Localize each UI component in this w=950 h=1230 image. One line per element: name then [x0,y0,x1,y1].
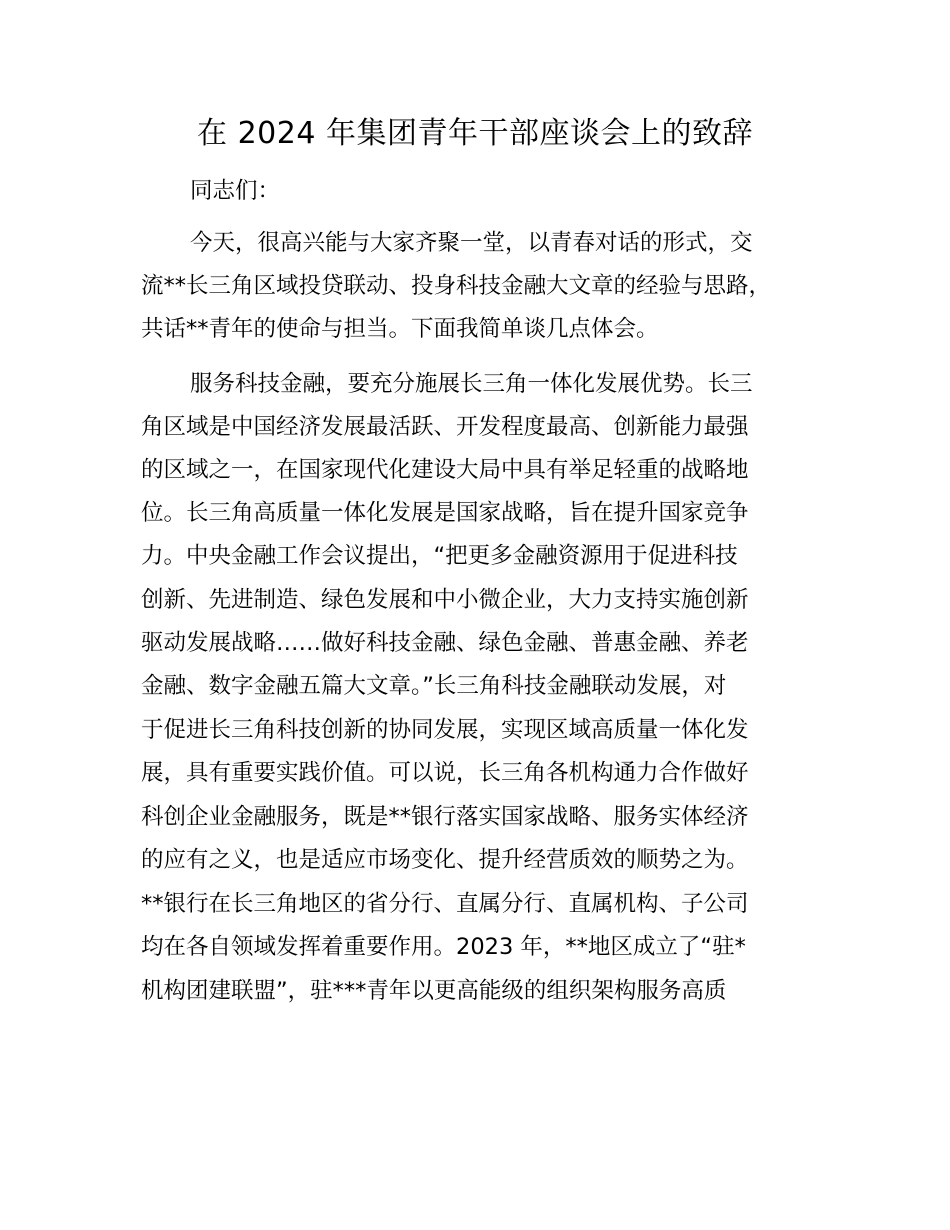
paragraph-line: 共话**青年的使命与担当。下面我简单谈几点体会。 [141,316,659,342]
paragraph-line: 的应有之义，也是适应市场变化、提升经营质效的顺势之为。 [141,847,749,873]
paragraph-line: 的区域之一，在国家现代化建设大局中具有举足轻重的战略地 [141,457,749,483]
paragraph-line: 驱动发展战略……做好科技金融、绿色金融、普惠金融、养老 [141,630,749,656]
paragraph-line: 角区域是中国经济发展最活跃、开发程度最高、创新能力最强 [141,414,749,440]
paragraph-line: **银行在长三角地区的省分行、直属分行、直属机构、子公司 [141,891,749,917]
document-title: 在 2024 年集团青年干部座谈会上的致辞 [197,116,753,151]
paragraph-line: 位。长三角高质量一体化发展是国家战略，旨在提升国家竞争 [141,500,749,526]
paragraph-line: 流**长三角区域投贷联动、投身科技金融大文章的经验与思路， [141,273,772,299]
paragraph-line: 力。中央金融工作会议提出，“把更多金融资源用于促进科技 [141,543,738,569]
paragraph-line: 机构团建联盟”，驻***青年以更高能级的组织架构服务高质 [141,978,727,1004]
paragraph-line: 金融、数字金融五篇大文章。”长三角科技金融联动发展，对 [141,673,727,699]
paragraph-line: 均在各自领域发挥着重要作用。2023 年，**地区成立了“驻* [141,934,746,960]
paragraph-line: 今天，很高兴能与大家齐聚一堂，以青春对话的形式，交 [190,230,753,256]
paragraph-line: 科创企业金融服务，既是**银行落实国家战略、服务实体经济 [141,804,749,830]
paragraph-line: 创新、先进制造、绿色发展和中小微企业，大力支持实施创新 [141,587,749,613]
paragraph-line: 展，具有重要实践价值。可以说，长三角各机构通力合作做好 [141,760,749,786]
salutation: 同志们： [190,178,281,204]
paragraph-line: 服务科技金融，要充分施展长三角一体化发展优势。长三 [190,371,753,397]
paragraph-line: 于促进长三角科技创新的协同发展，实现区域高质量一体化发 [141,717,749,743]
